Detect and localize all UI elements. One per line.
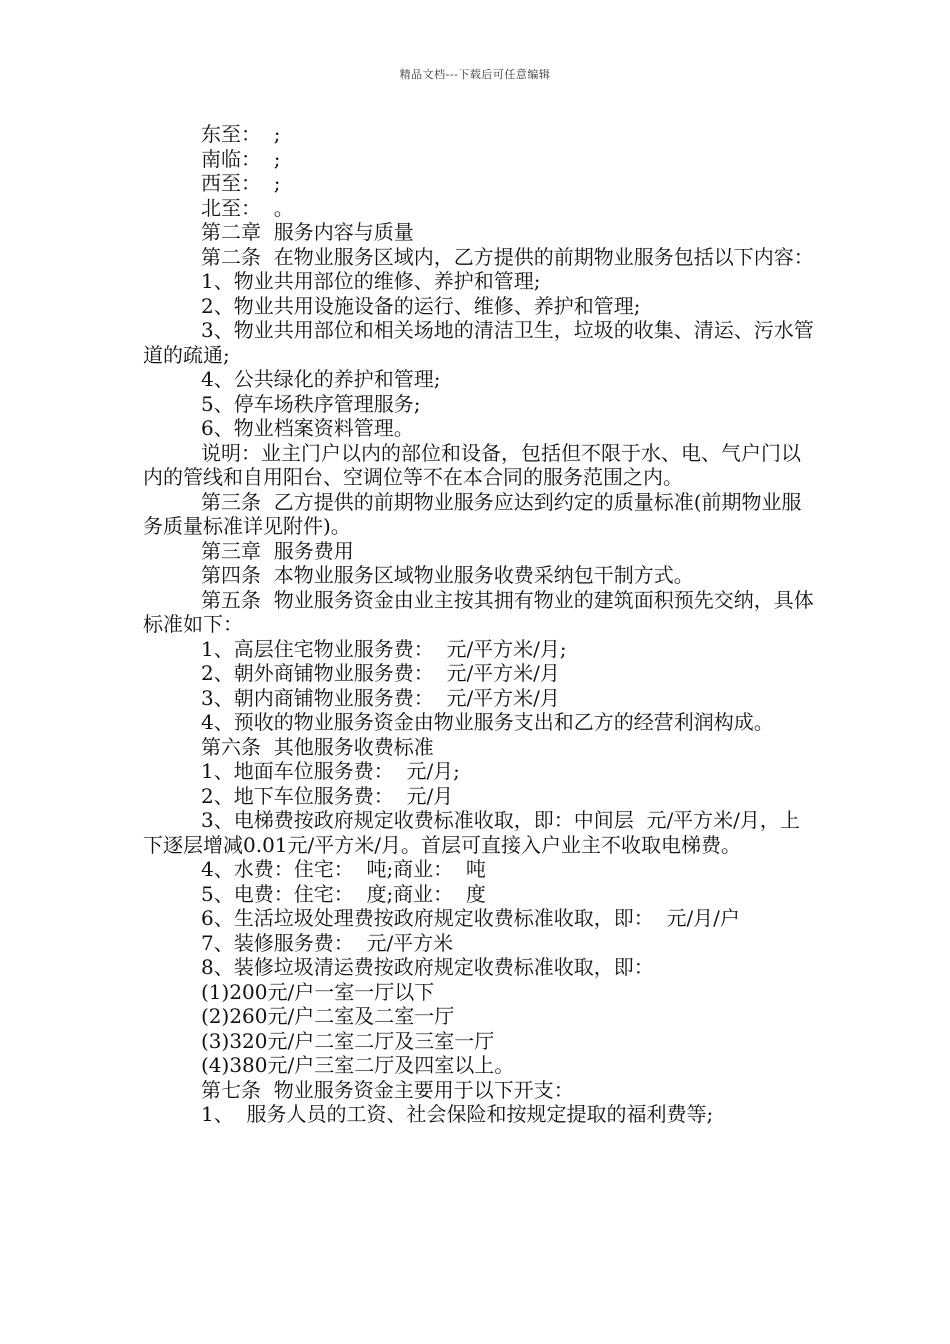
- list-item: 4、水费：住宅： 吨;商业： 吨: [201, 857, 486, 881]
- list-item: (2)260元/户二室及二室一厅: [201, 1004, 455, 1028]
- list-item: 1、物业共用部位的维修、养护和管理;: [201, 269, 541, 293]
- list-item: 3、物业共用部位和相关场地的清洁卫生，垃圾的收集、清运、污水管道的疏通;: [143, 318, 814, 367]
- list-item: 1、高层住宅物业服务费： 元/平方米/月;: [201, 636, 567, 661]
- paragraph: 第七条 物业服务资金主要用于以下开支：: [201, 1077, 574, 1102]
- paragraph: 南临： ;: [201, 146, 281, 171]
- paragraph: 第五条 物业服务资金由业主按其拥有物业的建筑面积预先交纳，具体标准如下：: [143, 587, 814, 636]
- list-item: 5、停车场秩序管理服务;: [201, 391, 421, 416]
- list-item: 5、电费：住宅： 度;商业： 度: [201, 881, 486, 906]
- list-item: 2、朝外商铺物业服务费： 元/平方米/月: [201, 661, 560, 685]
- list-item: 6、生活垃圾处理费按政府规定收费标准收取，即： 元/月/户: [201, 906, 740, 930]
- list-item: 3、电梯费按政府规定收费标准收取，即：中间层 元/平方米/月，上下逐层增减0.01元/平方米/月。首层可直接入户业主不收取电梯费。: [143, 808, 800, 857]
- list-item: 3、朝内商铺物业服务费： 元/平方米/月: [201, 685, 560, 710]
- paragraph: 第三条 乙方提供的前期物业服务应达到约定的质量标准(前期物业服务质量标准详见附件)。: [143, 489, 802, 538]
- paragraph: 第四条 本物业服务区域物业服务收费采纳包干制方式。: [201, 563, 694, 587]
- chapter-heading: 第三章 服务费用: [201, 538, 354, 563]
- list-item: 1、地面车位服务费： 元/月;: [201, 759, 460, 783]
- list-item: 4、预收的物业服务资金由物业服务支出和乙方的经营利润构成。: [201, 710, 774, 734]
- list-item: 4、公共绿化的养护和管理;: [201, 367, 441, 391]
- list-item: 2、物业共用设施设备的运行、维修、养护和管理;: [201, 293, 641, 318]
- paragraph: 说明：业主门户以内的部位和设备，包括但不限于水、电、气户门以内的管线和自用阳台、空调位等不在本合同的服务范围之内。: [143, 440, 801, 489]
- list-item: (4)380元/户三室二厅及四室以上。: [201, 1053, 515, 1077]
- list-item: (1)200元/户一室一厅以下: [201, 979, 435, 1004]
- list-item: (3)320元/户二室二厅及三室一厅: [201, 1028, 495, 1053]
- list-item: 2、地下车位服务费： 元/月: [201, 783, 454, 808]
- list-item: 7、装修服务费： 元/平方米: [201, 930, 454, 955]
- chapter-heading: 第二章 服务内容与质量: [201, 220, 414, 244]
- list-item: 1、 服务人员的工资、社会保险和按规定提取的福利费等;: [201, 1102, 714, 1126]
- paragraph: 东至： ;: [201, 122, 281, 146]
- list-item: 8、装修垃圾清运费按政府规定收费标准收取，即：: [201, 955, 654, 979]
- paragraph: 西至： ;: [201, 171, 281, 195]
- paragraph: 第二条 在物业服务区域内，乙方提供的前期物业服务包括以下内容：: [201, 244, 814, 269]
- page-header: 精品文档---下载后可任意编辑: [399, 68, 551, 81]
- paragraph: 北至： 。: [201, 195, 294, 220]
- document-body: [143, 122, 818, 1127]
- paragraph: 第六条 其他服务收费标准: [201, 734, 434, 759]
- list-item: 6、物业档案资料管理。: [201, 416, 414, 440]
